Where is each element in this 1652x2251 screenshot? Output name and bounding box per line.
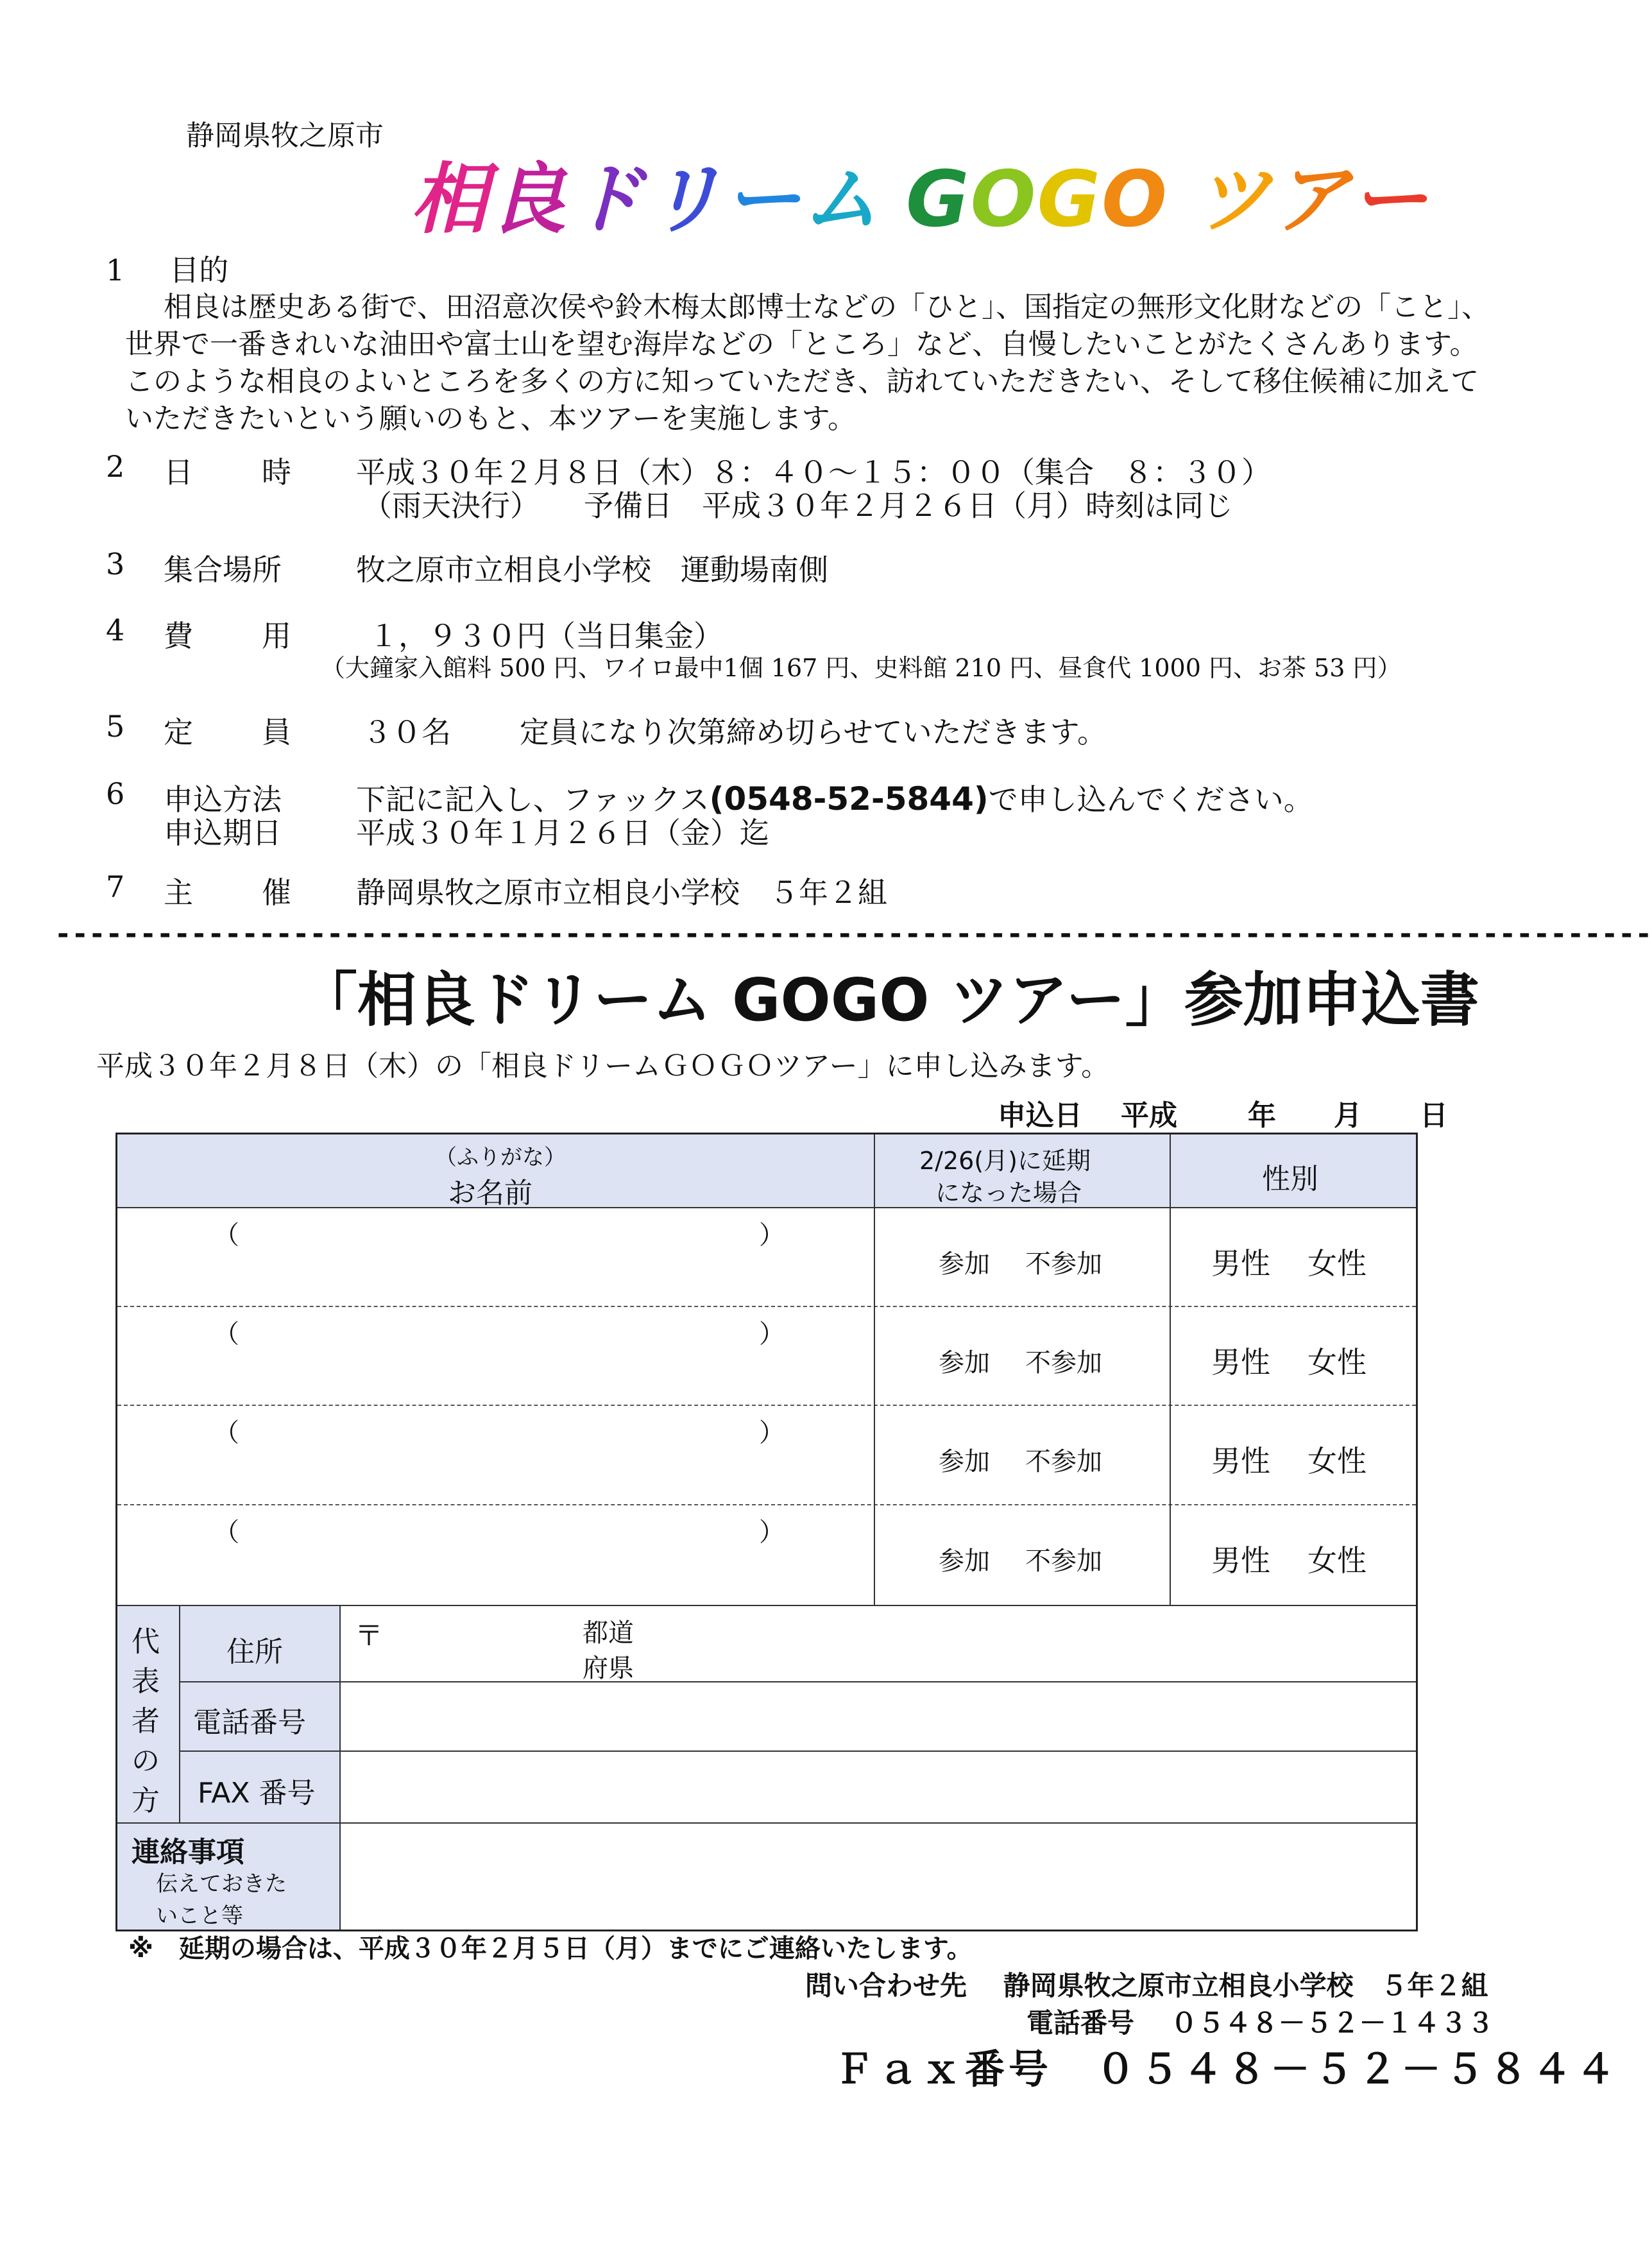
representative-label-char: 代 xyxy=(132,1625,160,1658)
inquiry-fax: Ｆａｘ番号 ０５４８－５２－５８４４ xyxy=(834,2046,1620,2093)
representative-label-char: 方 xyxy=(132,1785,160,1817)
section-label: 費 xyxy=(164,619,193,653)
female-option[interactable]: 女性 xyxy=(1307,1345,1367,1380)
attend-option[interactable]: 参加 xyxy=(939,1447,990,1476)
cut-line: ---------------------------------------------------------------------------------------------- xyxy=(55,918,1652,950)
date-month: 月 xyxy=(1334,1099,1362,1132)
fee-value: １，９３０円（当日集金） xyxy=(369,619,723,653)
section-label: 目的 xyxy=(169,253,229,287)
date-day: 日 xyxy=(1420,1099,1448,1132)
section-number: 7 xyxy=(106,869,125,904)
fax-label: FAX 番号 xyxy=(198,1777,316,1810)
male-option[interactable]: 男性 xyxy=(1211,1345,1270,1380)
section-label: 申込方法 xyxy=(164,782,282,817)
title-char: ド xyxy=(567,155,645,244)
title-char: O xyxy=(1102,155,1169,244)
name-field[interactable] xyxy=(117,1505,874,1602)
city-label: 静岡県牧之原市 xyxy=(186,119,384,152)
purpose-heading xyxy=(106,247,228,289)
apply-fax-number: (0548-52-5844) xyxy=(709,780,989,817)
section-number: 2 xyxy=(106,449,125,484)
section-label: 用 xyxy=(262,619,291,653)
date-era: 平成 xyxy=(1121,1099,1177,1132)
form-title: 「相良ドリーム GOGO ツアー」参加申込書 xyxy=(298,966,1479,1034)
address-label: 住所 xyxy=(226,1636,283,1668)
date-label: 申込日 xyxy=(998,1099,1082,1132)
furigana-header: （ふりがな） xyxy=(435,1145,566,1170)
furigana-paren-close: ） xyxy=(759,1319,785,1349)
section-number: 3 xyxy=(106,547,125,581)
contact-label: 連絡事項 xyxy=(132,1836,244,1869)
name-field[interactable] xyxy=(117,1406,874,1502)
not-attend-option[interactable]: 不参加 xyxy=(1025,1249,1102,1279)
capacity-note: 定員になり次第締め切らせていただきます。 xyxy=(520,715,1107,749)
not-attend-option[interactable]: 不参加 xyxy=(1025,1447,1102,1476)
date-year: 年 xyxy=(1248,1099,1276,1132)
section-label: 主 xyxy=(164,875,193,910)
attend-option[interactable]: 参加 xyxy=(939,1546,990,1576)
apply-method-text: 下記に記入し、ファックス xyxy=(356,782,710,817)
postpone-header: 2/26(月)に延期 xyxy=(919,1147,1091,1175)
title-char: ー xyxy=(1350,155,1429,244)
title-char: リ xyxy=(645,155,724,244)
datetime-line1: 平成３０年２月８日（木）８：４０～１５：００（集合 ８：３０） xyxy=(356,455,1271,490)
place-value: 牧之原市立相良小学校 運動場南側 xyxy=(356,552,828,587)
furigana-paren-close: ） xyxy=(759,1518,785,1547)
representative-label-char: 表 xyxy=(132,1665,160,1698)
capacity-value: ３０名 xyxy=(362,715,451,749)
furigana-paren-open: （ xyxy=(214,1220,239,1250)
section-number: 4 xyxy=(106,613,125,647)
application-date xyxy=(998,1092,1448,1133)
section-label: 催 xyxy=(262,875,291,910)
not-attend-option[interactable]: 不参加 xyxy=(1025,1546,1102,1576)
organizer-value: 静岡県牧之原市立相良小学校 ５年２組 xyxy=(356,875,887,910)
fee-detail: （大鐘家入館料 500 円、ワイロ最中1個 167 円、史料館 210 円、昼食代 1000 円、お茶 53 円） xyxy=(321,654,1402,682)
purpose-body: 相良は歴史ある街で、田沼意次侯や鈴木梅太郎博士などの「ひと」、国指定の無形文化財などの「こと」、世界で一番きれいな油田や富士山を望む海岸などの「ところ」など、自慢したいことがたくさんあります。このような相良のよいところを多くの方に知っていただき、訪れていただきたい、そして移住候補に加えていただきたいという願いのもと、本ツアーを実施します。 xyxy=(125,291,1490,435)
furigana-paren-close: ） xyxy=(759,1418,785,1448)
section-label: 日 xyxy=(164,455,193,490)
title-char: ア xyxy=(1272,155,1351,244)
representative-label-char: の xyxy=(132,1745,160,1777)
tour-title-logo xyxy=(411,138,1429,248)
postpone-notice: ※ 延期の場合は、平成３０年２月５日（月）までにご連絡いたします。 xyxy=(128,1934,973,1964)
title-char: G xyxy=(906,155,971,244)
not-attend-option[interactable]: 不参加 xyxy=(1025,1348,1102,1378)
name-field[interactable] xyxy=(117,1208,874,1305)
male-option[interactable]: 男性 xyxy=(1211,1543,1270,1578)
section-number: 1 xyxy=(106,253,125,287)
representative-label-char: 者 xyxy=(132,1705,160,1738)
male-option[interactable]: 男性 xyxy=(1211,1444,1270,1478)
deadline-label: 申込期日 xyxy=(164,816,282,850)
phone-field[interactable] xyxy=(341,1682,1416,1750)
title-char: 良 xyxy=(489,155,567,244)
male-option[interactable]: 男性 xyxy=(1211,1246,1270,1281)
form-intro: 平成３０年２月８日（木）の「相良ドリームＧＯＧＯツアー」に申し込みます。 xyxy=(96,1050,1110,1083)
section-label: 員 xyxy=(262,715,291,749)
representative-label xyxy=(132,1622,164,1821)
fax-field[interactable] xyxy=(341,1752,1416,1822)
application-table xyxy=(115,1133,1418,1931)
postal-mark: 〒 xyxy=(355,1620,383,1652)
attend-option[interactable]: 参加 xyxy=(939,1348,990,1378)
gender-header: 性別 xyxy=(1262,1163,1318,1195)
title-char: ム xyxy=(802,155,880,244)
title-char: O xyxy=(970,155,1037,244)
contact-sub-label: 伝えておきた xyxy=(156,1871,287,1897)
section-number: 6 xyxy=(106,776,125,811)
inquiry-phone: 電話番号 ０５４８－５２－１４３３ xyxy=(1026,2007,1494,2039)
female-option[interactable]: 女性 xyxy=(1307,1444,1367,1478)
furigana-paren-close: ） xyxy=(759,1220,785,1250)
contact-field[interactable] xyxy=(341,1824,1416,1930)
section-label: 時 xyxy=(262,455,291,490)
contact-sub-label: いこと等 xyxy=(156,1903,243,1929)
datetime-line2: （雨天決行） 予備日 平成３０年２月２６日（月）時刻は同じ xyxy=(362,488,1233,523)
name-header: お名前 xyxy=(448,1177,532,1210)
furigana-paren-open: （ xyxy=(214,1518,239,1547)
title-char: ー xyxy=(724,155,802,244)
prefecture-label: 府県 xyxy=(583,1654,634,1683)
female-option[interactable]: 女性 xyxy=(1307,1246,1367,1281)
furigana-paren-open: （ xyxy=(214,1418,239,1448)
title-char: 相 xyxy=(411,155,489,244)
section-number: 5 xyxy=(106,709,125,744)
table-header xyxy=(117,1134,1416,1207)
address-field[interactable] xyxy=(341,1606,1416,1681)
title-char: ツ xyxy=(1194,155,1273,244)
apply-method-text: で申し込んでください。 xyxy=(988,782,1313,817)
prefecture-label: 都道 xyxy=(583,1618,634,1648)
female-option[interactable]: 女性 xyxy=(1307,1543,1367,1578)
attend-option[interactable]: 参加 xyxy=(939,1249,990,1279)
section-label: 定 xyxy=(164,715,193,749)
furigana-paren-open: （ xyxy=(214,1319,239,1349)
section-label: 集合場所 xyxy=(164,552,282,587)
phone-label: 電話番号 xyxy=(193,1706,306,1739)
title-char: G xyxy=(1037,155,1102,244)
inquiry-line: 問い合わせ先 静岡県牧之原市立相良小学校 ５年２組 xyxy=(805,1970,1488,2001)
postpone-header: になった場合 xyxy=(935,1179,1082,1207)
name-field[interactable] xyxy=(117,1307,874,1403)
deadline-value: 平成３０年１月２６日（金）迄 xyxy=(356,816,769,850)
